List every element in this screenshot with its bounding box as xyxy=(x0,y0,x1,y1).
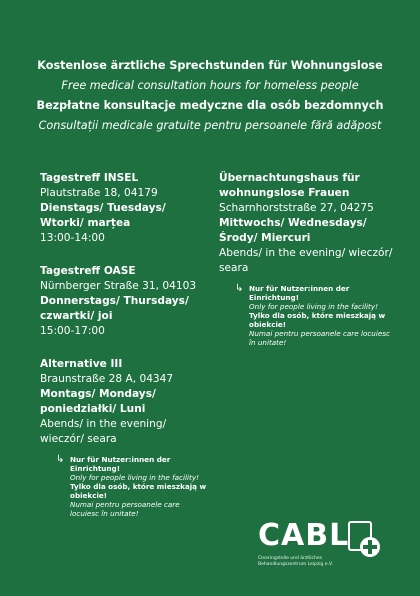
venue-time: 15:00-17:00 xyxy=(40,325,105,337)
note-english: Only for people living in the facility! xyxy=(249,302,378,311)
venue-address: Braunstraße 28 A, 04347 xyxy=(40,373,174,385)
medical-cross-icon xyxy=(360,537,380,557)
venue-column-right xyxy=(219,171,394,365)
note-romanian: Numai pentru persoanele care locuiesc în unitate! xyxy=(70,500,180,518)
note-german: Nur für Nutzer:innen der Einrichtung! xyxy=(70,455,171,473)
note-polish: Tylko dla osób, które mieszkają w obiekcie! xyxy=(249,311,386,329)
venue-name: Alternative III xyxy=(40,358,123,370)
venue-time: Abends/ in the evening/ wieczór/ seara xyxy=(40,418,167,445)
title-german: Kostenlose ärztliche Sprechstunden für Wohnungslose xyxy=(37,59,383,72)
venue-time: Abends/ in the evening/ wieczór/ seara xyxy=(219,247,393,274)
venue-days: Dienstags/ Tuesdays/ Wtorki/ marțea xyxy=(40,202,166,229)
residents-only-note xyxy=(219,284,394,347)
arrow-icon: ↳ xyxy=(56,454,65,465)
cabl-logo xyxy=(256,519,380,571)
venue-address: Scharnhorststraße 27, 04275 xyxy=(219,202,374,214)
venue-insel xyxy=(40,171,210,246)
venue-days: Donnerstags/ Thursdays/ czwartki/ joi xyxy=(40,295,189,322)
venue-time: 13:00-14:00 xyxy=(40,232,105,244)
venue-days: Mittwochs/ Wednesdays/ Środy/ Miercuri xyxy=(219,217,367,244)
venue-alternative-iii xyxy=(40,357,210,518)
note-polish: Tylko dla osób, które mieszkają w obiekcie! xyxy=(70,482,207,500)
arrow-icon: ↳ xyxy=(235,283,244,294)
flyer-header xyxy=(0,56,420,136)
title-romanian: Consultații medicale gratuite pentru persoanele fără adăpost xyxy=(38,119,382,132)
venue-name: Tagestreff OASE xyxy=(40,265,136,277)
venue-address: Nürnberger Straße 31, 04103 xyxy=(40,280,197,292)
note-english: Only for people living in the facility! xyxy=(70,473,199,482)
venue-days: Montags/ Mondays/ poniedziałki/ Luni xyxy=(40,388,156,415)
venue-oase xyxy=(40,264,210,339)
note-romanian: Numai pentru persoanele care locuiesc în unitate! xyxy=(249,329,390,347)
logo-wordmark: CABL xyxy=(258,518,350,553)
venue-name: Tagestreff INSEL xyxy=(40,172,139,184)
venue-column-left xyxy=(40,171,210,536)
title-polish: Bezpłatne konsultacje medyczne dla osób bezdomnych xyxy=(36,99,384,112)
logo-subtitle: Clearingstelle und ärztliches Behandlungszentrum Leipzig e.V. xyxy=(258,556,333,567)
residents-only-note xyxy=(40,455,210,518)
venue-name: Übernachtungshaus für wohnungslose Frauen xyxy=(219,172,360,199)
note-german: Nur für Nutzer:innen der Einrichtung! xyxy=(249,284,350,302)
venue-address: Plautstraße 18, 04179 xyxy=(40,187,158,199)
venue-frauen xyxy=(219,171,394,347)
title-english: Free medical consultation hours for homeless people xyxy=(61,79,359,92)
